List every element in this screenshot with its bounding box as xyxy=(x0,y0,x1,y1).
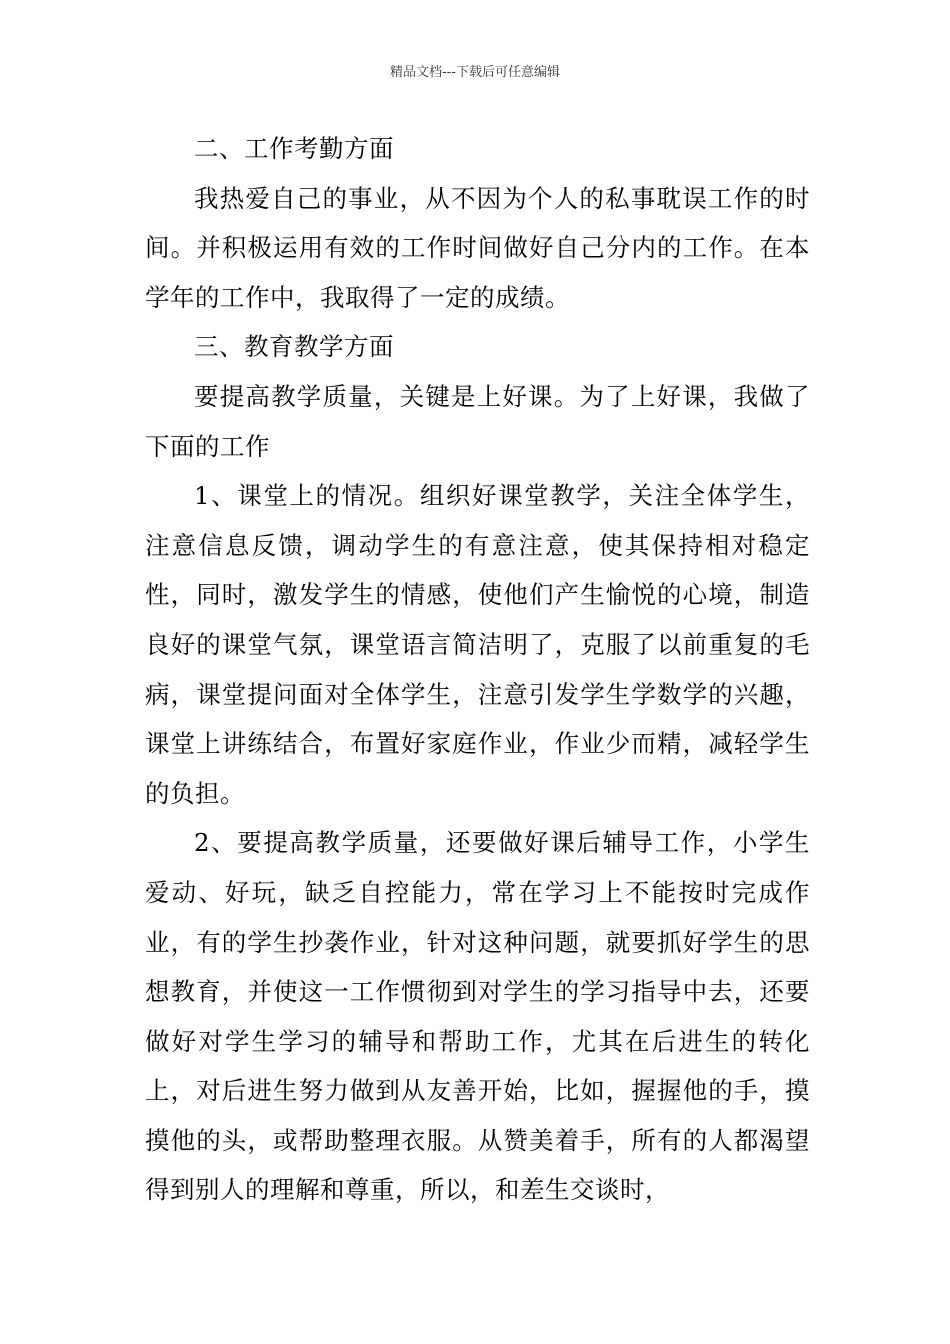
section-heading-attendance: 二、工作考勤方面 xyxy=(194,134,394,163)
document-body xyxy=(145,124,810,1215)
section-heading-teaching: 三、教育教学方面 xyxy=(194,332,394,362)
paragraph-tutoring: 2、要提高教学质量，还要做好课后辅导工作，小学生爱动、好玩，缺乏自控能力，常在学习上不能按时完成作业，有的学生抄袭作业，针对这种问题，就要抓好学生的思想教育，并使这一工作惯彻到对学生的学习指导中去，还要做好对学生学习的辅导和帮助工作，尤其在后进生的转化上，对后进生努力做到从友善开始，比如，握握他的手，摸摸他的头，或帮助整理衣服。从赞美着手，所有的人都渴望得到别人的理解和尊重，所以，和差生交谈时， xyxy=(145,828,810,1205)
paragraph-teaching-intro: 要提高教学质量，关键是上好课。为了上好课，我做了下面的工作 xyxy=(145,381,810,461)
paragraph-attendance: 我热爱自己的事业，从不因为个人的私事耽误工作的时间。并积极运用有效的工作时间做好自己分内的工作。在本学年的工作中，我取得了一定的成绩。 xyxy=(145,183,810,312)
page-header: 精品文档---下载后可任意编辑 xyxy=(389,65,561,80)
paragraph-classroom: 1、课堂上的情况。组织好课堂教学，关注全体学生，注意信息反馈，调动学生的有意注意，使其保持相对稳定性，同时，激发学生的情感，使他们产生愉悦的心境，制造良好的课堂气氛，课堂语言简洁明了，克服了以前重复的毛病，课堂提问面对全体学生，注意引发学生学数学的兴趣，课堂上讲练结合，布置好家庭作业，作业少而精，减轻学生的负担。 xyxy=(145,481,810,808)
